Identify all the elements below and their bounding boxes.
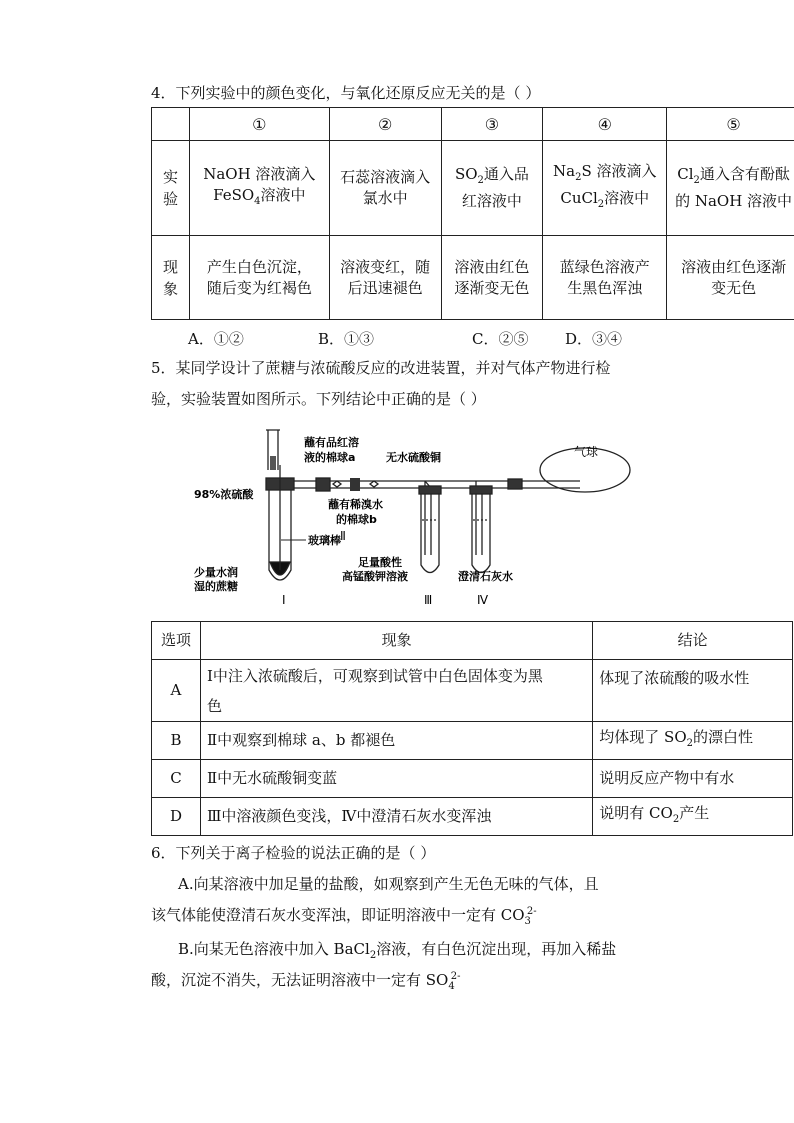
q5-header-phenomenon: 现象 bbox=[200, 622, 592, 660]
q4-option-c[interactable]: C．②⑤ bbox=[472, 330, 529, 348]
q4-option-d[interactable]: D．③④ bbox=[565, 330, 623, 348]
q4-experiment-2: 石蕊溶液滴入 氯水中 bbox=[329, 141, 441, 236]
q5-label-IV: Ⅳ bbox=[477, 593, 489, 607]
q5-header-conclusion: 结论 bbox=[593, 622, 793, 660]
q5-row-d-phenomenon: Ⅲ中溶液颜色变浅，Ⅳ中澄清石灰水变浑浊 bbox=[200, 798, 592, 836]
q5-stem-line2: 验，实验装置如图所示。下列结论中正确的是（ ） bbox=[151, 390, 486, 408]
q4-phenomenon-4: 蓝绿色溶液产 生黑色浑浊 bbox=[543, 236, 667, 320]
q4-phenomenon-2: 溶液变红，随 后迅速褪色 bbox=[329, 236, 441, 320]
q5-label-sugar: 少量水润 bbox=[194, 566, 238, 579]
q5-header-option: 选项 bbox=[152, 622, 201, 660]
q6-stem: 6．下列关于离子检验的说法正确的是（ ） bbox=[151, 844, 436, 862]
q6-option-a-line2: 该气体能使澄清石灰水变浑浊，即证明溶液中一定有 $CO_3^{2-}$ bbox=[151, 906, 537, 927]
q6-option-a-line1: A.向某溶液中加足量的盐酸，如观察到产生无色无味的气体，且 bbox=[178, 875, 599, 893]
q5-row-b-option[interactable]: B bbox=[152, 722, 201, 760]
q5-row-b-conclusion: 均体现了 $SO_2$的漂白性 bbox=[593, 722, 793, 760]
q5-label-acid: 98%浓硫酸 bbox=[194, 488, 254, 501]
q5-label-kmno4: 足量酸性 bbox=[358, 556, 402, 569]
q5-label-sugar: 湿的蔗糖 bbox=[194, 580, 238, 593]
q5-row-a-conclusion: 体现了浓硫酸的吸水性 bbox=[593, 660, 793, 722]
q4-stem: 4．下列实验中的颜色变化，与氧化还原反应无关的是（ ） bbox=[151, 84, 541, 102]
q5-label-ball-b: 的棉球b bbox=[336, 513, 377, 526]
q4-option-a[interactable]: A．①② bbox=[188, 330, 244, 348]
q5-label-ball-a: 蘸有品红溶 bbox=[304, 436, 359, 449]
q5-label-ball-b: 蘸有稀溴水 bbox=[328, 498, 383, 511]
q4-experiment-5: $Cl_2$通入含有酚酞 的 NaOH 溶液中 bbox=[667, 141, 794, 236]
q4-col-num: ① bbox=[252, 115, 267, 134]
q5-table bbox=[151, 621, 793, 836]
q4-option-b[interactable]: B．①③ bbox=[318, 330, 375, 348]
q5-label-III: Ⅲ bbox=[424, 593, 433, 607]
q5-label-rod: 玻璃棒 bbox=[308, 534, 341, 547]
q5-stem-line1: 5．某同学设计了蔗糖与浓硫酸反应的改进装置，并对气体产物进行检 bbox=[151, 359, 611, 377]
q5-label-limewater: 澄清石灰水 bbox=[458, 570, 513, 583]
q5-label-kmno4: 高锰酸钾溶液 bbox=[342, 570, 408, 583]
q5-row-a-phenomenon: Ⅰ中注入浓硫酸后，可观察到试管中白色固体变为黑 色 bbox=[200, 660, 592, 722]
q5-row-c-option[interactable]: C bbox=[152, 760, 201, 798]
q5-label-II: Ⅱ bbox=[340, 529, 346, 543]
q4-row-label-experiment: 实验 bbox=[152, 141, 190, 236]
q4-header-blank bbox=[152, 108, 190, 141]
q4-phenomenon-1: 产生白色沉淀， 随后变为红褐色 bbox=[189, 236, 329, 320]
q5-row-d-option[interactable]: D bbox=[152, 798, 201, 836]
q4-col-num: ⑤ bbox=[726, 115, 741, 134]
q6-option-b-line1: B.向某无色溶液中加入 BaCl$_2$溶液，有白色沉淀出现，再加入稀盐 bbox=[178, 940, 617, 961]
q5-row-a-option[interactable]: A bbox=[152, 660, 201, 722]
q4-experiment-3: $SO_2$通入品 红溶液中 bbox=[441, 141, 543, 236]
q4-experiment-4: $Na_2S$ 溶液滴入 CuCl$_2$溶液中 bbox=[543, 141, 667, 236]
q4-col-num: ④ bbox=[597, 115, 612, 134]
q4-table bbox=[151, 107, 794, 320]
q5-label-I: Ⅰ bbox=[282, 593, 286, 607]
q4-experiment-1: NaOH 溶液滴入 FeSO$_4$溶液中 bbox=[189, 141, 329, 236]
q4-row-label-phenomenon: 现象 bbox=[152, 236, 190, 320]
q5-row-c-conclusion: 说明反应产物中有水 bbox=[593, 760, 793, 798]
q4-phenomenon-3: 溶液由红色 逐渐变无色 bbox=[441, 236, 543, 320]
q5-label-ball-a: 液的棉球a bbox=[304, 451, 356, 464]
q4-col-num: ③ bbox=[484, 115, 500, 134]
q4-col-num: ② bbox=[377, 115, 393, 134]
q5-apparatus-figure bbox=[190, 420, 650, 615]
q5-label-cuso4: 无水硫酸铜 bbox=[386, 451, 441, 464]
q5-row-b-phenomenon: Ⅱ中观察到棉球 a、b 都褪色 bbox=[200, 722, 592, 760]
q5-label-balloon: 气球 bbox=[574, 445, 599, 459]
q5-row-c-phenomenon: Ⅱ中无水硫酸铜变蓝 bbox=[200, 760, 592, 798]
q4-phenomenon-5: 溶液由红色逐渐 变无色 bbox=[667, 236, 794, 320]
q6-option-b-line2: 酸，沉淀不消失，无法证明溶液中一定有 $SO_4^{2-}$ bbox=[151, 971, 461, 992]
q5-row-d-conclusion: 说明有 $CO_2$产生 bbox=[593, 798, 793, 836]
